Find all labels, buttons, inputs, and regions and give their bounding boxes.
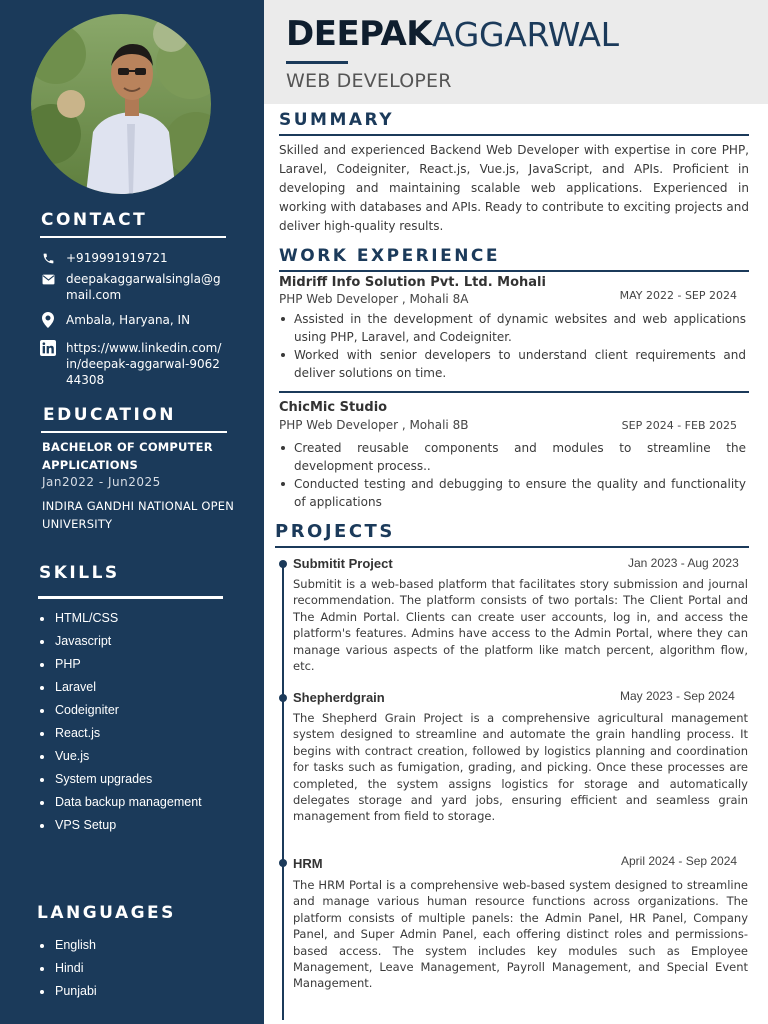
education-degree: BACHELOR OF COMPUTER APPLICATIONS <box>42 440 213 472</box>
contact-email[interactable] <box>40 271 224 303</box>
contact-phone[interactable] <box>40 250 224 266</box>
project-dates: April 2024 - Sep 2024 <box>621 854 738 868</box>
job-dates: SEP 2024 - FEB 2025 <box>621 419 737 432</box>
contact-heading: CONTACT <box>41 210 148 230</box>
summary-divider <box>279 134 749 136</box>
experience-divider <box>279 270 749 272</box>
education-divider <box>41 431 227 433</box>
timeline-dot <box>279 694 287 702</box>
skill-item: React.js <box>40 722 202 745</box>
job-bullet: Created reusable components and modules to streamline the development process.. <box>279 439 746 475</box>
skill-item: Codeigniter <box>40 699 202 722</box>
job-bullets <box>279 310 746 382</box>
project-dates: May 2023 - Sep 2024 <box>620 689 735 703</box>
job-bullet: Conducted testing and debugging to ensure the quality and functionality of applications <box>279 475 746 511</box>
job-title: WEB DEVELOPER <box>286 70 452 92</box>
summary-text: Skilled and experienced Backend Web Developer with expertise in core PHP, Laravel, Codeigniter, React.js, Vue.js, JavaScript, and APIs. Proficient in developing and maintaining scalable web applications. Experienced in working with databases and APIs. Ready to contribute to exciting projects and deliver high-quality results. <box>279 143 749 233</box>
projects-heading: PROJECTS <box>275 521 395 542</box>
phone-text: +919991919721 <box>66 251 168 265</box>
linkedin-icon <box>40 340 56 356</box>
project-title: Shepherdgrain <box>293 690 385 705</box>
skills-list <box>40 607 202 837</box>
skill-item: Vue.js <box>40 745 202 768</box>
project-description: The HRM Portal is a comprehensive web-based system designed to streamline and manage various human resource functions across organizations. The platform consists of multiple panels: the Admin Panel, HR Panel, Company Panel, and Super Admin Panel, each offering distinct roles and permissions-based access. The system includes key modules such as Employee Management, Leave Management, Payroll Management, and Special Event Management. <box>293 878 748 991</box>
location-pin-icon <box>40 312 56 328</box>
language-item: Punjabi <box>40 980 97 1003</box>
first-name: DEEPAK <box>286 14 433 54</box>
profile-photo <box>31 14 211 194</box>
languages-heading: LANGUAGES <box>37 903 176 923</box>
skill-item: HTML/CSS <box>40 607 202 630</box>
skill-item: System upgrades <box>40 768 202 791</box>
job-role: PHP Web Developer , Mohali 8A <box>279 292 469 306</box>
linkedin-text: https://www.linkedin.com/in/deepak-aggarwal-906244308 <box>66 341 222 387</box>
skill-item: Javascript <box>40 630 202 653</box>
experience-heading: WORK EXPERIENCE <box>279 246 501 266</box>
location-text: Ambala, Haryana, IN <box>66 313 191 327</box>
languages-list <box>40 934 97 1003</box>
timeline-dot <box>279 859 287 867</box>
contact-location <box>40 312 224 328</box>
job-company: Midriff Info Solution Pvt. Ltd. Mohali <box>279 275 546 290</box>
job-bullet: Assisted in the development of dynamic websites and web applications using PHP, Laravel, and Codeigniter. <box>279 310 746 346</box>
mail-icon <box>40 271 56 287</box>
skill-item: Laravel <box>40 676 202 699</box>
project-description: Submitit is a web-based platform that facilitates story submission and journal recommendation. The platform consists of two portals: The Client Portal and The Admin Portal. Clients can create user accounts, log in, and access the platform's features. Admins have access to the Admin Portal, where they can manage various aspects of the platform like match percent, algorithm flow, etc. <box>293 577 748 674</box>
projects-timeline <box>282 562 284 1020</box>
job-separator <box>279 391 749 393</box>
skill-item: Data backup management <box>40 791 202 814</box>
summary-heading: SUMMARY <box>279 110 395 130</box>
contact-divider <box>40 236 226 238</box>
language-item: Hindi <box>40 957 97 980</box>
timeline-dot <box>279 560 287 568</box>
project-description: The Shepherd Grain Project is a comprehensive agricultural management system designed to streamline and automate the grain handling process. It begins with contract creation, followed by logistics planning and coordination for tasks such as fumigation, grading, and picking. Once these processes are completed, the system assigns logistics for storage and automatically delegates storage and yard jobs, ensuring efficient and seamless grain management from field to storage. <box>293 711 748 824</box>
skills-divider <box>38 596 223 599</box>
project-dates: Jan 2023 - Aug 2023 <box>628 556 739 570</box>
skill-item: VPS Setup <box>40 814 202 837</box>
projects-divider <box>275 546 749 548</box>
skill-item: PHP <box>40 653 202 676</box>
education-dates: Jan2022 - Jun2025 <box>42 475 161 489</box>
job-role: PHP Web Developer , Mohali 8B <box>279 418 469 432</box>
education-school: INDIRA GANDHI NATIONAL OPEN UNIVERSITY <box>42 499 235 531</box>
job-dates: MAY 2022 - SEP 2024 <box>619 289 737 302</box>
job-bullet: Worked with senior developers to understand client requirements and deliver solutions on time. <box>279 346 746 382</box>
language-item: English <box>40 934 97 957</box>
job-company: ChicMic Studio <box>279 400 388 415</box>
name-underline <box>286 61 348 64</box>
contact-linkedin[interactable] <box>40 340 224 388</box>
project-title: Submitit Project <box>293 556 393 571</box>
email-text: deepakaggarwalsingla@gmail.com <box>66 272 221 302</box>
phone-icon <box>40 250 56 266</box>
last-name: AGGARWAL <box>432 15 619 54</box>
education-heading: EDUCATION <box>43 405 176 425</box>
job-bullets <box>279 439 746 511</box>
sidebar <box>0 0 264 1024</box>
skills-heading: SKILLS <box>39 563 120 583</box>
project-title: HRM <box>293 856 323 871</box>
